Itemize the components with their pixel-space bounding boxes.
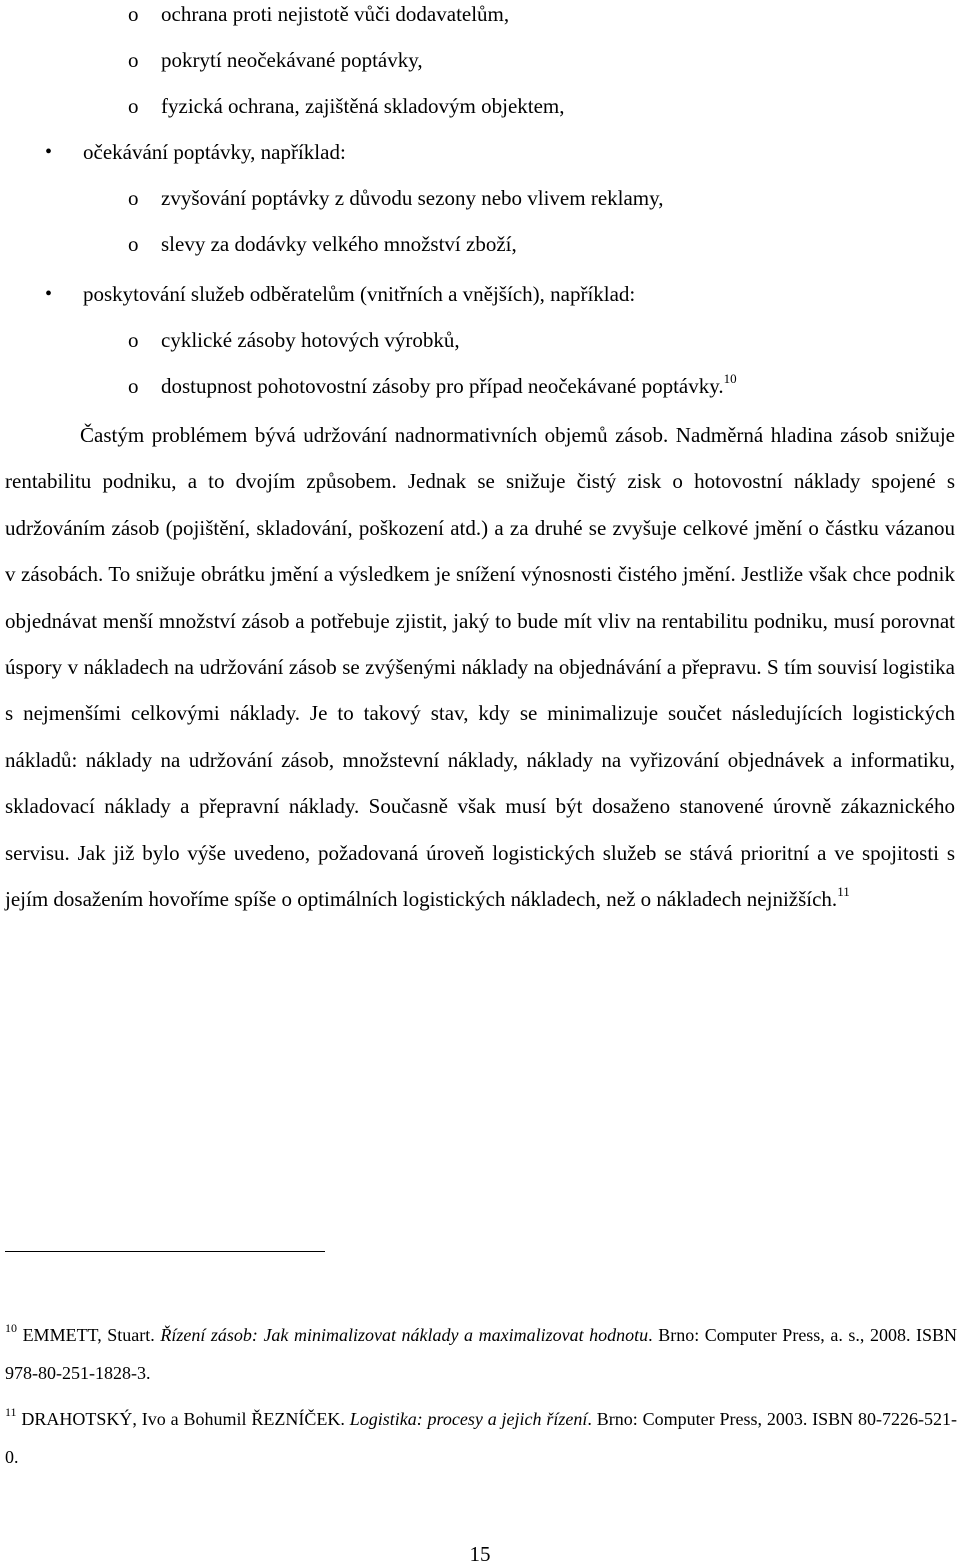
list-item-text: očekávání poptávky, například: [83,140,346,164]
list-item-text: poskytování služeb odběratelům (vnitřních a vnějších), například: [83,282,636,306]
footnote-publisher: . Brno: Computer Press, a. s., 2008. ISBN 978-80-251-1828-3. [5,1325,958,1383]
footnote-separator [5,1251,325,1252]
footnote-ref: 11 [837,884,850,900]
list-item-text: ochrana proti nejistotě vůči dodavatelům, [161,2,510,26]
footnote-publisher: . Brno: Computer Press, 2003. ISBN 80-7226-521-0. [5,1409,958,1467]
circle-bullet-icon: o [128,94,139,118]
circle-bullet-icon: o [128,48,139,72]
list-item-text: zvyšování poptávky z důvodu sezony nebo vlivem reklamy, [161,186,664,210]
circle-bullet-icon: o [128,2,139,26]
list-item-text: cyklické zásoby hotových výrobků, [161,328,460,352]
list-item-text: slevy za dodávky velkého množství zboží, [161,232,517,256]
footnote [5,1400,957,1476]
circle-bullet-icon: o [128,328,139,352]
bullet-dot-icon: • [45,141,53,163]
circle-bullet-icon: o [128,186,139,210]
footnote-title: Logistika: procesy a jejich řízení [349,1409,588,1429]
footnote-author: DRAHOTSKÝ, Ivo a Bohumil ŘEZNÍČEK. [21,1409,345,1429]
footnote [5,1316,957,1392]
footnote-ref: 10 [723,371,737,386]
footnote-author: EMMETT, Stuart. [22,1325,155,1345]
circle-bullet-icon: o [128,374,139,398]
body-paragraph: Častým problémem bývá udržování nadnormativních objemů zásob. Nadměrná hladina zásob snižuje rentabilitu podniku, a to dvojím způsobem. Jednak se snižuje čistý zisk o hotovostní náklady spojené s udržováním zásob (pojištění, skladování, poškození atd.) a za druhé se zvyšuje celkové jmění o částku vázanou v zásobách. To snižuje obrátku jmění a výsledkem je snížení výnosnosti čistého jmění. Jestliže však chce podnik objednávat menší množství zásob a potřebuje zjistit, jaký to bude mít vliv na rentabilitu podniku, musí porovnat úspory v nákladech na udržování zásob se zvýšenými náklady na objednávání a přepravu. S tím souvisí logistika s nejmenšími celkovými náklady. Je to takový stav, kdy se minimalizuje součet následujících logistických nákladů: náklady na udržování zásob, množstevní náklady, náklady na vyřizování objednávek a informatiku, skladovací náklady a přepravní náklady. Současně však musí být dosaženo stanovené úrovně zákaznického servisu. Jak již bylo výše uvedeno, požadovaná úroveň logistických služeb se stává prioritní a ve spojitosti s jejím dosažením hovoříme spíše o optimálních logistických nákladech, než o nákladech nejnižších.$^{11}$ [5,423,955,912]
circle-bullet-icon: o [128,232,139,256]
bullet-dot-icon: • [45,283,53,305]
footnote-number: 11 [5,1405,17,1419]
footnote-number: 10 [5,1321,17,1335]
page-number: 15 [469,1542,491,1566]
list-item-text: dostupnost pohotovostní zásoby pro případ neočekávané poptávky.$^{10}$ [161,371,737,398]
list-item-text: fyzická ochrana, zajištěná skladovým objektem, [161,94,565,118]
footnote-title: Řízení zásob: Jak minimalizovat náklady a maximalizovat hodnotu [160,1325,649,1345]
list-item-text: pokrytí neočekávané poptávky, [161,48,423,72]
